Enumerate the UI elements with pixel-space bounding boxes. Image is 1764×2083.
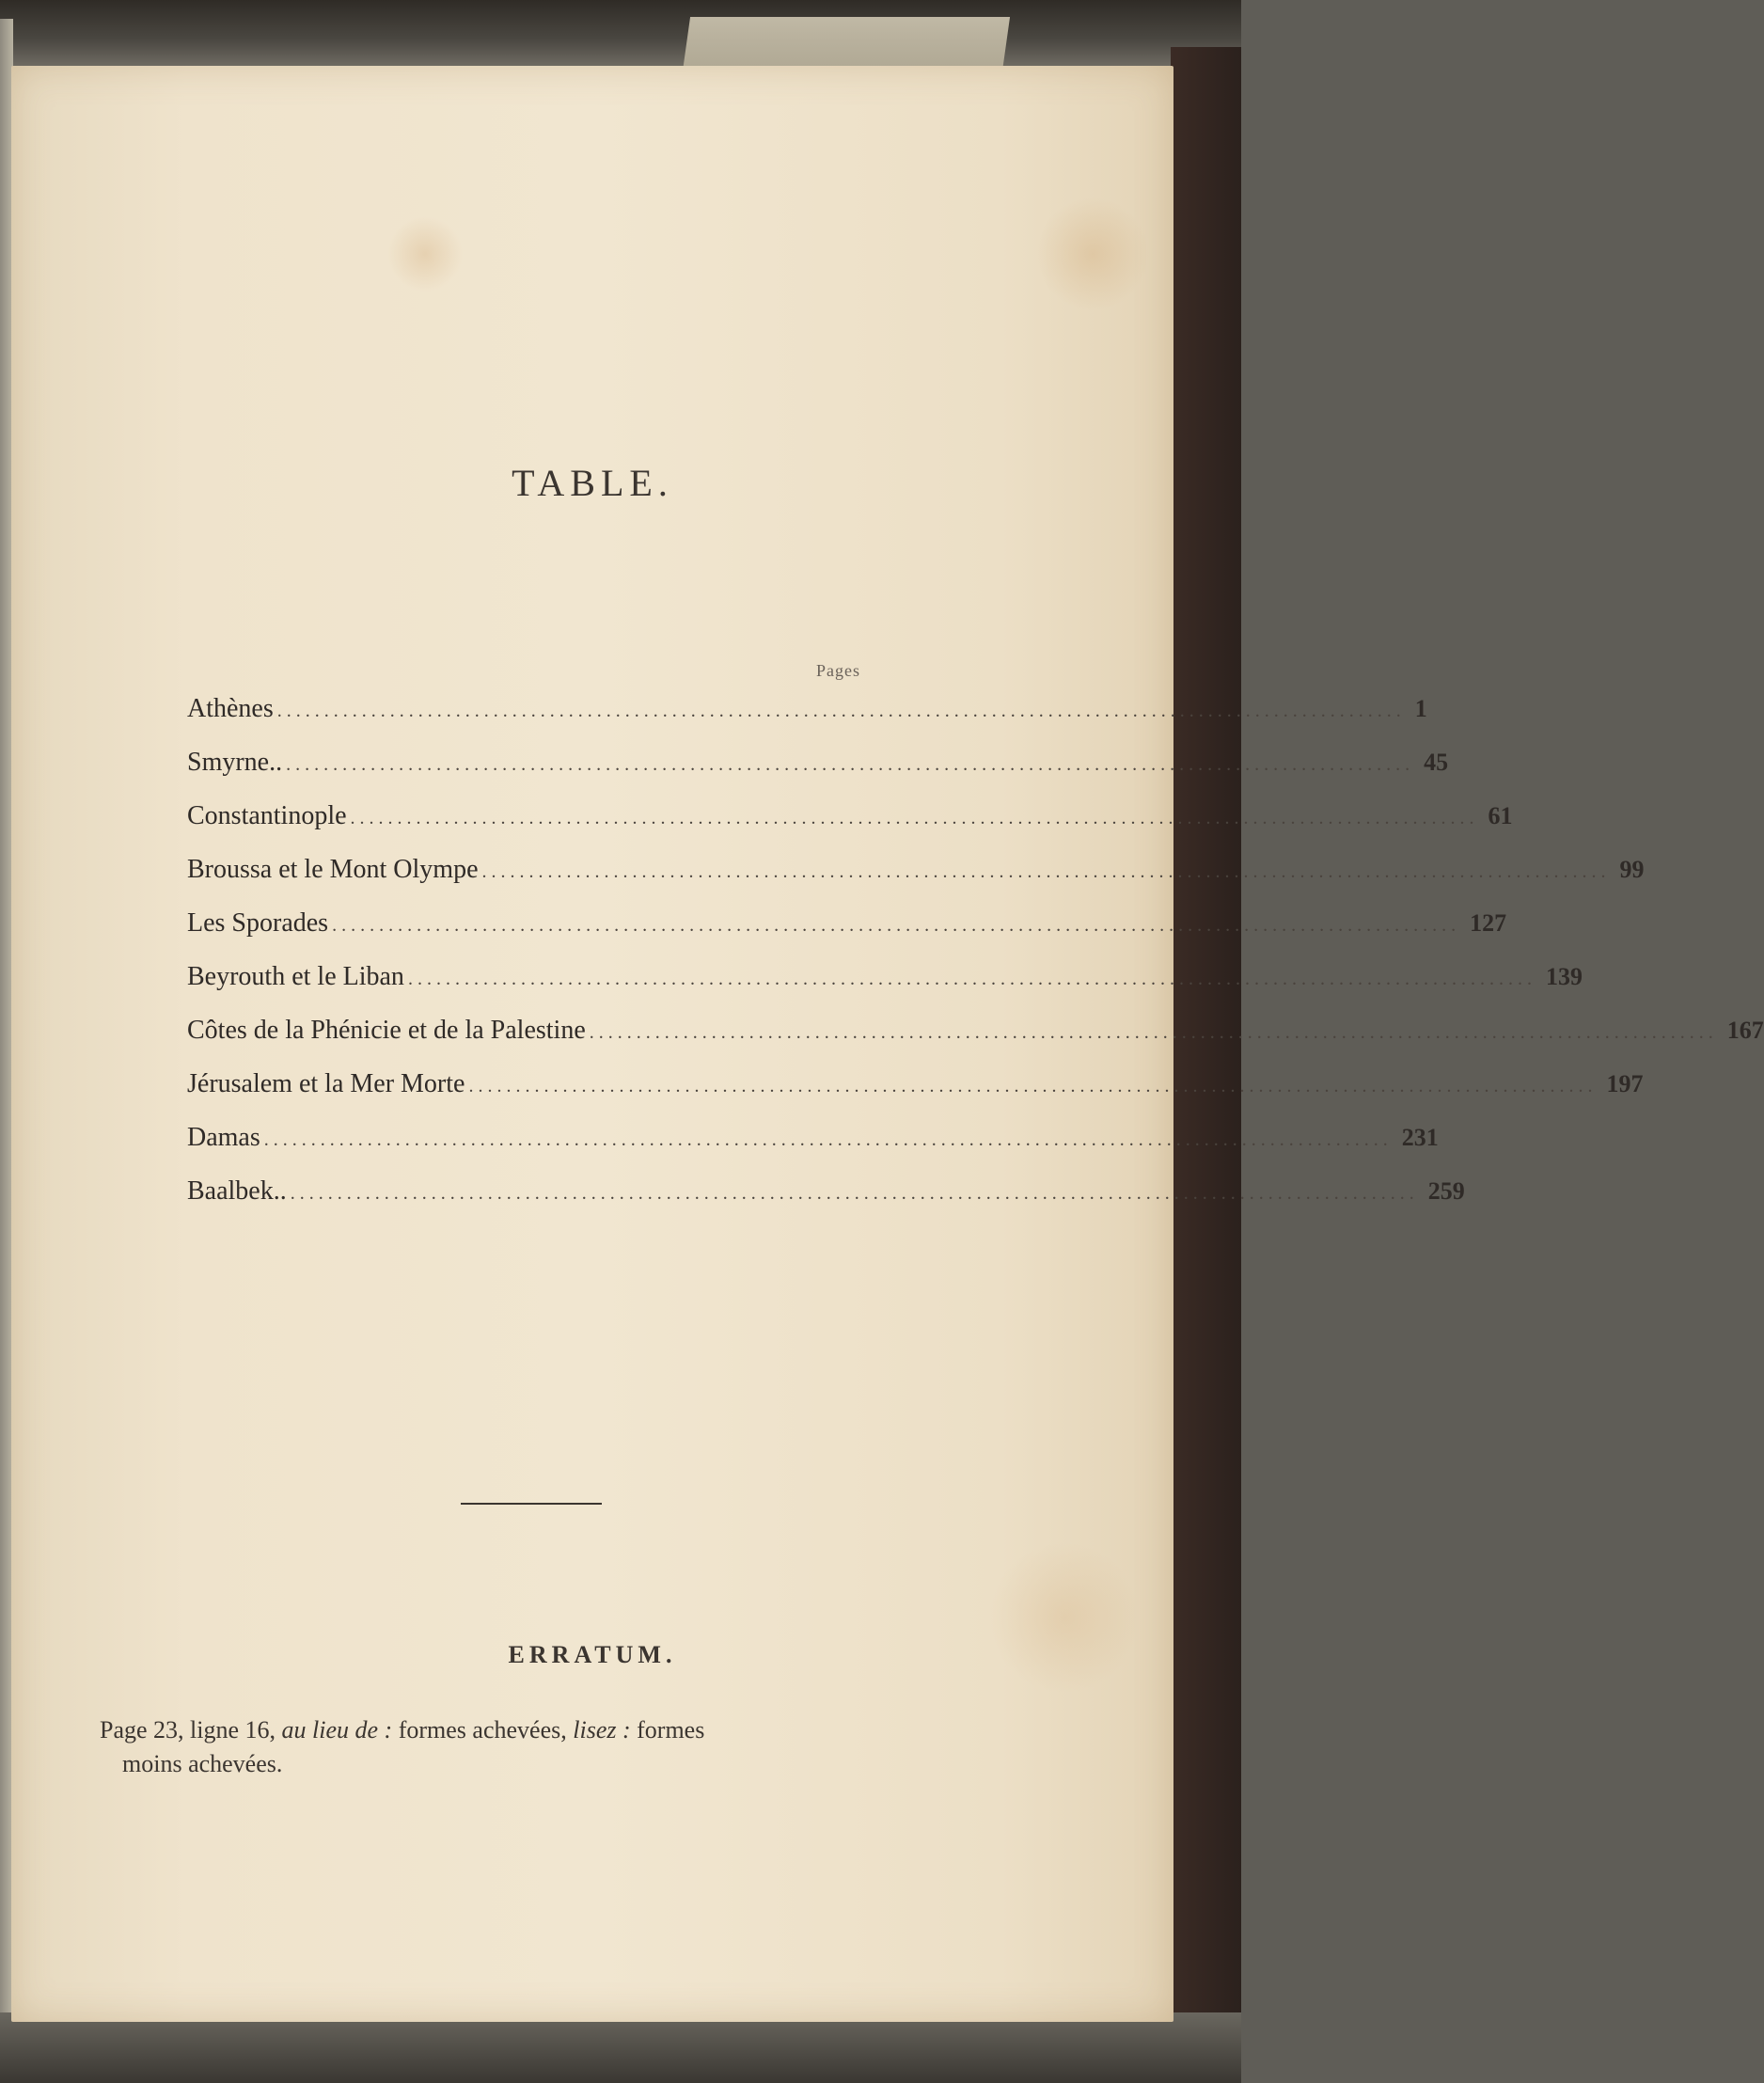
toc-entry <box>187 801 1513 855</box>
toc-entry <box>187 1176 1465 1230</box>
toc-entry-page: 45 <box>1424 749 1449 776</box>
cover-right-edge <box>1171 47 1241 2041</box>
erratum-title: ERRATUM. <box>508 1641 677 1668</box>
toc-entry-label: Athènes <box>187 694 274 723</box>
leader-dots: ........................................................................................................................ <box>468 1076 1598 1097</box>
erratum-au-lieu-de: au lieu de : <box>281 1716 393 1744</box>
toc-entry-page: 139 <box>1545 963 1583 990</box>
page-title: TABLE. <box>512 462 673 504</box>
toc-entry-label: Smyrne.. <box>187 748 283 777</box>
cover-flap <box>683 17 1010 71</box>
erratum-wrong: formes achevées, <box>392 1716 574 1744</box>
leader-dots: ........................................................................................................................ <box>263 1129 1393 1150</box>
leader-dots: ........................................................................................................................ <box>276 701 1406 721</box>
leader-dots: ........................................................................................................................ <box>350 808 1479 828</box>
toc-entry <box>187 694 1427 748</box>
erratum-continuation: moins achevées. <box>122 1750 283 1777</box>
toc-entry-label: Constantinople <box>187 801 347 830</box>
toc-entry <box>187 748 1449 801</box>
pages-column-label: Pages <box>816 661 860 680</box>
erratum-correct: formes <box>630 1716 705 1744</box>
toc-entry-label: Les Sporades <box>187 908 329 938</box>
toc-entry-label: Jérusalem et la Mer Morte <box>187 1069 465 1098</box>
toc-entry-label: Beyrouth et le Liban <box>187 962 404 991</box>
toc-entry-label: Côtes de la Phénicie et de la Palestine <box>187 1016 586 1045</box>
toc-entry <box>187 962 1583 1016</box>
toc-entry-page: 61 <box>1488 802 1513 829</box>
toc-entry-page: 197 <box>1606 1070 1644 1097</box>
toc-entry <box>187 1123 1439 1176</box>
toc-entry <box>187 855 1645 908</box>
toc-entry-page: 259 <box>1427 1177 1465 1205</box>
leader-dots: ........................................................................................................................ <box>407 969 1536 989</box>
toc-entry-page: 1 <box>1414 695 1427 722</box>
book-page <box>11 66 1764 2022</box>
toc-entry-page: 231 <box>1401 1124 1439 1151</box>
leader-dots: ........................................................................................................................ <box>286 754 1415 775</box>
cover-top <box>0 0 1241 66</box>
toc-entry-page: 167 <box>1726 1017 1764 1044</box>
leader-dots: ........................................................................................................................ <box>290 1183 1419 1204</box>
toc-entry <box>187 1016 1764 1069</box>
leader-dots: ........................................................................................................................ <box>332 915 1461 936</box>
table-of-contents <box>187 694 1764 1230</box>
leader-dots: ........................................................................................................................ <box>589 1022 1718 1043</box>
toc-entry-label: Damas <box>187 1123 260 1152</box>
toc-entry <box>187 1069 1644 1123</box>
erratum-lisez: lisez : <box>573 1716 631 1744</box>
toc-entry <box>187 908 1507 962</box>
cover-bottom <box>0 2012 1241 2083</box>
toc-entry-label: Broussa et le Mont Olympe <box>187 855 479 884</box>
leader-dots: ........................................................................................................................ <box>481 861 1611 882</box>
erratum-text <box>100 1713 1040 1781</box>
toc-entry-page: 99 <box>1619 856 1645 883</box>
toc-entry-page: 127 <box>1470 909 1507 937</box>
toc-entry-label: Baalbek.. <box>187 1176 287 1206</box>
section-divider <box>461 1503 602 1505</box>
erratum-lead: Page 23, ligne 16, <box>100 1716 282 1744</box>
